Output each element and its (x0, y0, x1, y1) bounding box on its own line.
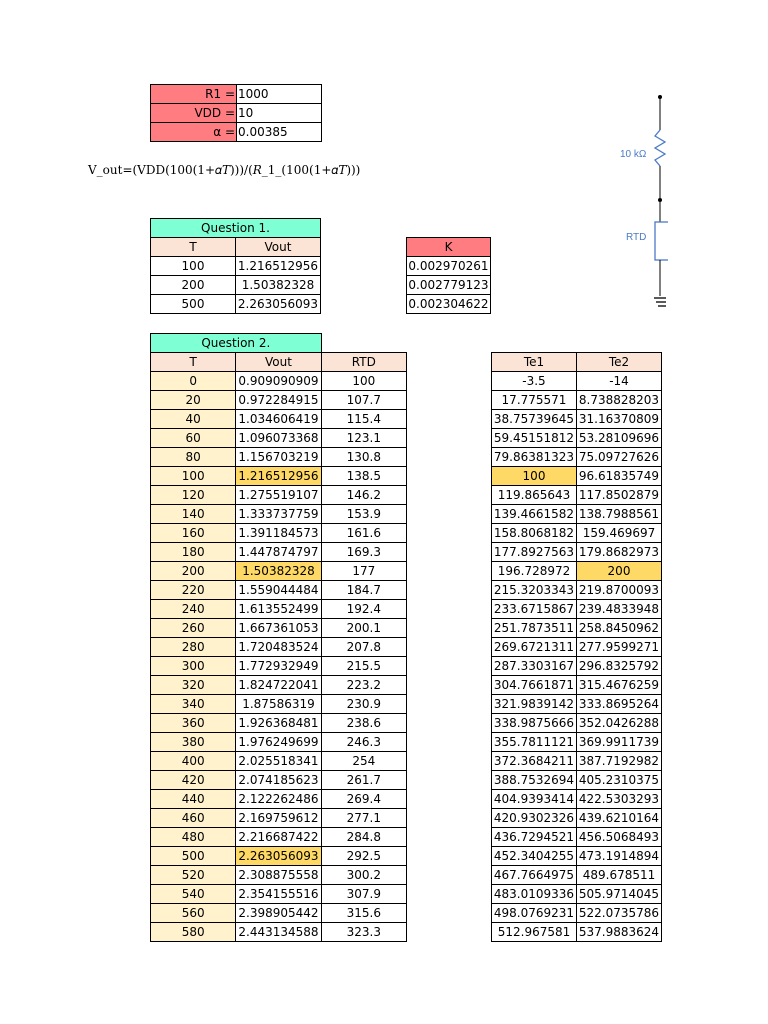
table-row (492, 619, 662, 638)
table-row (492, 771, 662, 790)
q2-vout-cell: 1.667361053 (236, 619, 321, 638)
te1-cell: 467.7664975 (492, 866, 577, 885)
te1-cell: 119.865643 (492, 486, 577, 505)
te2-cell: 422.5303293 (577, 790, 662, 809)
te2-cell: 296.8325792 (577, 657, 662, 676)
table-row (151, 524, 407, 543)
q1-header-vout: Vout (236, 238, 321, 257)
table-row (492, 562, 662, 581)
table-row (151, 638, 407, 657)
table-row (151, 581, 407, 600)
table-row (151, 714, 407, 733)
table-row (492, 847, 662, 866)
q2-rtd-cell: 323.3 (321, 923, 406, 942)
rtd-label: RTD (626, 232, 647, 243)
q2-vout-cell: 1.034606419 (236, 410, 321, 429)
q2-t-cell: 440 (151, 790, 236, 809)
table-row (151, 752, 407, 771)
q2-rtd-cell: 230.9 (321, 695, 406, 714)
q2-header-t: T (151, 353, 236, 372)
q2-vout-cell: 1.447874797 (236, 543, 321, 562)
k-table (406, 237, 491, 314)
te2-cell: 405.2310375 (577, 771, 662, 790)
q2-vout-cell: 1.824722041 (236, 676, 321, 695)
q1-header-t: T (151, 238, 236, 257)
te1-cell: 158.8068182 (492, 524, 577, 543)
q2-rtd-cell: 277.1 (321, 809, 406, 828)
table-row (151, 695, 407, 714)
q2-rtd-cell: 169.3 (321, 543, 406, 562)
table-row (492, 410, 662, 429)
te2-cell: 219.8700093 (577, 581, 662, 600)
table-row (151, 600, 407, 619)
table-row (151, 372, 407, 391)
q2-t-cell: 500 (151, 847, 236, 866)
q2-vout-cell: 0.909090909 (236, 372, 321, 391)
table-row (151, 828, 407, 847)
q2-t-cell: 60 (151, 429, 236, 448)
q2-rtd-cell: 284.8 (321, 828, 406, 847)
q2-vout-cell: 2.074185623 (236, 771, 321, 790)
parameter-label: α = (151, 123, 237, 142)
te2-cell: 179.8682973 (577, 543, 662, 562)
table-row (492, 714, 662, 733)
question-1-table (150, 218, 321, 314)
q2-rtd-cell: 153.9 (321, 505, 406, 524)
q2-t-cell: 0 (151, 372, 236, 391)
q2-rtd-cell: 115.4 (321, 410, 406, 429)
te1-cell: 436.7294521 (492, 828, 577, 847)
resistor-label: 10 kΩ (620, 149, 647, 160)
q2-t-cell: 160 (151, 524, 236, 543)
te1-cell: 420.9302326 (492, 809, 577, 828)
q2-vout-cell: 1.096073368 (236, 429, 321, 448)
table-row (151, 733, 407, 752)
table-row (151, 619, 407, 638)
table-row (492, 676, 662, 695)
table-row (492, 391, 662, 410)
q2-t-cell: 400 (151, 752, 236, 771)
vout-formula: V_out=(VDD(100(1+𝛼𝑇)))/(𝑅_1_(100(1+𝛼𝑇))) (88, 163, 361, 177)
q2-vout-cell: 1.720483524 (236, 638, 321, 657)
te1-cell: 17.775571 (492, 391, 577, 410)
te1-cell: 196.728972 (492, 562, 577, 581)
question-2-body (151, 372, 407, 942)
table-row (492, 429, 662, 448)
q2-vout-cell: 0.972284915 (236, 391, 321, 410)
te2-cell: 537.9883624 (577, 923, 662, 942)
table-row (492, 372, 662, 391)
te1-cell: 512.967581 (492, 923, 577, 942)
q2-t-cell: 200 (151, 562, 236, 581)
table-row (151, 923, 407, 942)
q2-rtd-cell: 269.4 (321, 790, 406, 809)
table-row (151, 809, 407, 828)
q2-rtd-cell: 107.7 (321, 391, 406, 410)
q2-rtd-cell: 292.5 (321, 847, 406, 866)
te1-cell: 100 (492, 467, 577, 486)
q2-rtd-cell: 192.4 (321, 600, 406, 619)
te2-cell: 96.61835749 (577, 467, 662, 486)
k-value-cell: 0.002779123 (407, 276, 491, 295)
te1-cell: 59.45151812 (492, 429, 577, 448)
te-table (491, 352, 662, 942)
te1-cell: 498.0769231 (492, 904, 577, 923)
q2-rtd-cell: 130.8 (321, 448, 406, 467)
te1-cell: 304.7661871 (492, 676, 577, 695)
table-row (492, 866, 662, 885)
q2-t-cell: 120 (151, 486, 236, 505)
q2-vout-cell: 2.308875558 (236, 866, 321, 885)
parameter-value: 10 (237, 104, 322, 123)
q2-t-cell: 560 (151, 904, 236, 923)
te2-cell: 505.9714045 (577, 885, 662, 904)
table-row (151, 391, 407, 410)
q2-vout-cell: 1.50382328 (236, 562, 321, 581)
question-2-title: Question 2. (151, 334, 322, 353)
te2-cell: 387.7192982 (577, 752, 662, 771)
question-1-title: Question 1. (151, 219, 321, 238)
question-2-title-spacer (321, 334, 406, 353)
te1-cell: 177.8927563 (492, 543, 577, 562)
te1-cell: 321.9839142 (492, 695, 577, 714)
vout-node-icon (658, 198, 662, 202)
q2-rtd-cell: 300.2 (321, 866, 406, 885)
te2-cell: 456.5068493 (577, 828, 662, 847)
q2-t-cell: 40 (151, 410, 236, 429)
q2-rtd-cell: 315.6 (321, 904, 406, 923)
table-row (492, 809, 662, 828)
q2-t-cell: 100 (151, 467, 236, 486)
q2-vout-cell: 1.559044484 (236, 581, 321, 600)
te1-cell: 483.0109336 (492, 885, 577, 904)
table-row (151, 295, 321, 314)
te2-cell: 239.4833948 (577, 600, 662, 619)
q2-vout-cell: 2.354155516 (236, 885, 321, 904)
q2-rtd-cell: 138.5 (321, 467, 406, 486)
table-row (492, 828, 662, 847)
te1-cell: 404.9393414 (492, 790, 577, 809)
te2-cell: 53.28109696 (577, 429, 662, 448)
te2-cell: 489.678511 (577, 866, 662, 885)
circuit-schematic (600, 80, 668, 320)
table-row (151, 448, 407, 467)
te2-cell: 439.6210164 (577, 809, 662, 828)
q2-vout-cell: 1.391184573 (236, 524, 321, 543)
te-header-te2: Te2 (577, 353, 662, 372)
te1-cell: 251.7873511 (492, 619, 577, 638)
question-2-table (150, 333, 407, 942)
te2-cell: 159.469697 (577, 524, 662, 543)
q2-rtd-cell: 238.6 (321, 714, 406, 733)
te1-cell: 38.75739645 (492, 410, 577, 429)
q2-rtd-cell: 177 (321, 562, 406, 581)
q1-vout-cell: 2.263056093 (236, 295, 321, 314)
q2-vout-cell: 1.87586319 (236, 695, 321, 714)
q1-t-cell: 100 (151, 257, 236, 276)
q2-rtd-cell: 161.6 (321, 524, 406, 543)
te1-cell: 79.86381323 (492, 448, 577, 467)
q2-vout-cell: 2.122262486 (236, 790, 321, 809)
q2-vout-cell: 2.263056093 (236, 847, 321, 866)
q2-rtd-cell: 146.2 (321, 486, 406, 505)
q2-rtd-cell: 223.2 (321, 676, 406, 695)
q2-rtd-cell: 200.1 (321, 619, 406, 638)
table-row (151, 276, 321, 295)
te2-cell: 75.09727626 (577, 448, 662, 467)
parameter-value: 0.00385 (237, 123, 322, 142)
table-row (151, 429, 407, 448)
q2-t-cell: 240 (151, 600, 236, 619)
parameter-row (151, 85, 322, 104)
table-row (492, 486, 662, 505)
te2-cell: 258.8450962 (577, 619, 662, 638)
q1-t-cell: 500 (151, 295, 236, 314)
te2-cell: 473.1914894 (577, 847, 662, 866)
table-row (151, 771, 407, 790)
te2-cell: 117.8502879 (577, 486, 662, 505)
q2-t-cell: 480 (151, 828, 236, 847)
table-row (151, 676, 407, 695)
table-row (407, 295, 491, 314)
te1-cell: 388.7532694 (492, 771, 577, 790)
te1-cell: 452.3404255 (492, 847, 577, 866)
k-value-cell: 0.002304622 (407, 295, 491, 314)
q2-rtd-cell: 254 (321, 752, 406, 771)
table-row (492, 790, 662, 809)
table-row (492, 581, 662, 600)
q2-header-rtd: RTD (321, 353, 406, 372)
te2-cell: 31.16370809 (577, 410, 662, 429)
table-row (151, 790, 407, 809)
q2-t-cell: 280 (151, 638, 236, 657)
q2-rtd-cell: 184.7 (321, 581, 406, 600)
table-row (492, 638, 662, 657)
te2-cell: 277.9599271 (577, 638, 662, 657)
q2-vout-cell: 1.333737759 (236, 505, 321, 524)
te1-cell: -3.5 (492, 372, 577, 391)
q2-t-cell: 20 (151, 391, 236, 410)
circuit-diagram (600, 80, 668, 320)
q2-rtd-cell: 307.9 (321, 885, 406, 904)
table-row (492, 695, 662, 714)
resistor-icon (655, 130, 665, 166)
k-value-cell: 0.002970261 (407, 257, 491, 276)
q2-t-cell: 520 (151, 866, 236, 885)
parameter-label: R1 = (151, 85, 237, 104)
q2-t-cell: 360 (151, 714, 236, 733)
q2-vout-cell: 2.398905442 (236, 904, 321, 923)
q2-vout-cell: 2.025518341 (236, 752, 321, 771)
table-row (151, 410, 407, 429)
table-row (492, 752, 662, 771)
te1-cell: 233.6715867 (492, 600, 577, 619)
table-row (151, 885, 407, 904)
q2-rtd-cell: 261.7 (321, 771, 406, 790)
q2-vout-cell: 1.275519107 (236, 486, 321, 505)
q2-t-cell: 300 (151, 657, 236, 676)
q2-vout-cell: 1.613552499 (236, 600, 321, 619)
q2-rtd-cell: 100 (321, 372, 406, 391)
table-row (492, 733, 662, 752)
parameter-value: 1000 (237, 85, 322, 104)
parameters-body (151, 85, 322, 142)
k-header: K (407, 238, 491, 257)
te1-cell: 355.7811121 (492, 733, 577, 752)
q2-rtd-cell: 207.8 (321, 638, 406, 657)
te2-cell: 200 (577, 562, 662, 581)
q2-t-cell: 320 (151, 676, 236, 695)
te-body (492, 372, 662, 942)
te1-cell: 139.4661582 (492, 505, 577, 524)
q2-vout-cell: 1.926368481 (236, 714, 321, 733)
table-row (151, 904, 407, 923)
q2-t-cell: 180 (151, 543, 236, 562)
q2-header-vout: Vout (236, 353, 321, 372)
q2-t-cell: 260 (151, 619, 236, 638)
q2-t-cell: 80 (151, 448, 236, 467)
table-row (492, 448, 662, 467)
k-body (407, 257, 491, 314)
parameter-label: VDD = (151, 104, 237, 123)
q2-t-cell: 420 (151, 771, 236, 790)
parameter-row (151, 104, 322, 123)
table-row (151, 657, 407, 676)
table-row (492, 467, 662, 486)
table-row (492, 543, 662, 562)
q1-t-cell: 200 (151, 276, 236, 295)
q1-vout-cell: 1.216512956 (236, 257, 321, 276)
q2-vout-cell: 1.156703219 (236, 448, 321, 467)
te2-cell: 369.9911739 (577, 733, 662, 752)
vdd-node-icon (658, 95, 662, 99)
table-row (151, 505, 407, 524)
table-row (151, 562, 407, 581)
te1-cell: 338.9875666 (492, 714, 577, 733)
q2-t-cell: 380 (151, 733, 236, 752)
q2-vout-cell: 2.169759612 (236, 809, 321, 828)
q2-rtd-cell: 123.1 (321, 429, 406, 448)
rtd-icon (655, 222, 668, 260)
te1-cell: 372.3684211 (492, 752, 577, 771)
table-row (492, 923, 662, 942)
q2-t-cell: 140 (151, 505, 236, 524)
table-row (151, 486, 407, 505)
te2-cell: 8.738828203 (577, 391, 662, 410)
te2-cell: 522.0735786 (577, 904, 662, 923)
table-row (492, 885, 662, 904)
parameters-table (150, 84, 322, 142)
q2-vout-cell: 1.772932949 (236, 657, 321, 676)
table-row (492, 524, 662, 543)
te1-cell: 215.3203343 (492, 581, 577, 600)
table-row (492, 600, 662, 619)
table-row (407, 276, 491, 295)
te2-cell: 333.8695264 (577, 695, 662, 714)
te2-cell: 315.4676259 (577, 676, 662, 695)
table-row (407, 257, 491, 276)
te-header-te1: Te1 (492, 353, 577, 372)
q2-vout-cell: 2.443134588 (236, 923, 321, 942)
q2-vout-cell: 1.216512956 (236, 467, 321, 486)
q2-t-cell: 340 (151, 695, 236, 714)
table-row (492, 505, 662, 524)
q2-vout-cell: 1.976249699 (236, 733, 321, 752)
q2-vout-cell: 2.216687422 (236, 828, 321, 847)
te1-cell: 287.3303167 (492, 657, 577, 676)
te2-cell: -14 (577, 372, 662, 391)
q1-vout-cell: 1.50382328 (236, 276, 321, 295)
q2-t-cell: 540 (151, 885, 236, 904)
q2-rtd-cell: 215.5 (321, 657, 406, 676)
q2-t-cell: 220 (151, 581, 236, 600)
q2-t-cell: 460 (151, 809, 236, 828)
table-row (151, 847, 407, 866)
parameter-row (151, 123, 322, 142)
q2-rtd-cell: 246.3 (321, 733, 406, 752)
table-row (151, 257, 321, 276)
te2-cell: 138.7988561 (577, 505, 662, 524)
table-row (151, 866, 407, 885)
table-row (151, 543, 407, 562)
q2-t-cell: 580 (151, 923, 236, 942)
te1-cell: 269.6721311 (492, 638, 577, 657)
te2-cell: 352.0426288 (577, 714, 662, 733)
table-row (492, 904, 662, 923)
table-row (151, 467, 407, 486)
table-row (492, 657, 662, 676)
question-1-body (151, 257, 321, 314)
